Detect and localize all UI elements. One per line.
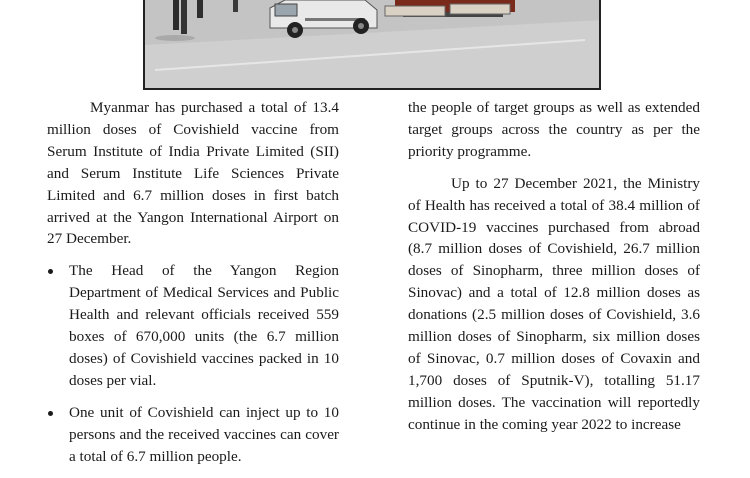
continued-paragraph: the people of target groups as well as extended target groups across the country as per the priority programme.: [408, 99, 700, 160]
airport-tarmac-illustration: [145, 0, 601, 90]
bullet-dot-icon: [48, 269, 53, 274]
vaccine-totals-paragraph: Up to 27 December 2021, the Ministry of Health has received a total of 38.4 million of COVID-19 vaccines purchased from abroad (8.7 million doses of Covishield, 26.7 million doses of Sinopharm, three million doses of Sinovac) and a total of 12.8 million doses as donations (2.5 million doses of Covishield, 3.6 million doses of Sinopharm, six million doses of Sinovac, 0.7 million doses of Covaxin and 1,700 doses of Sputnik-V), totalling 51.17 million doses. The vaccination will reportedly continue in the coming year 2022 to increase: [408, 174, 700, 433]
bullet-list: [47, 260, 339, 467]
news-photo-airport-tarmac: [143, 0, 601, 90]
bullet-item: [47, 260, 339, 391]
article-right-column: [408, 97, 700, 436]
article-left-column: [47, 97, 339, 478]
intro-paragraph: Myanmar has purchased a total of 13.4 million doses of Covishield vaccine from Serum Institute of India Private Limited (SII) and Serum Institute Life Sciences Private Limited and 6.7 million doses in first batch arrived at the Yangon International Airport on 27 December.: [47, 99, 339, 248]
bullet-text: One unit of Covishield can inject up to 10 persons and the received vaccines can cover a total of 6.7 million people.: [69, 403, 339, 465]
bullet-text: The Head of the Yangon Region Department of Medical Services and Public Health and relevant officials received 559 boxes of 670,000 units (the 6.7 million doses) of Covishield vaccines packed in 10 doses per vial.: [69, 262, 339, 389]
bullet-dot-icon: [48, 411, 53, 416]
bullet-item: [47, 402, 339, 468]
